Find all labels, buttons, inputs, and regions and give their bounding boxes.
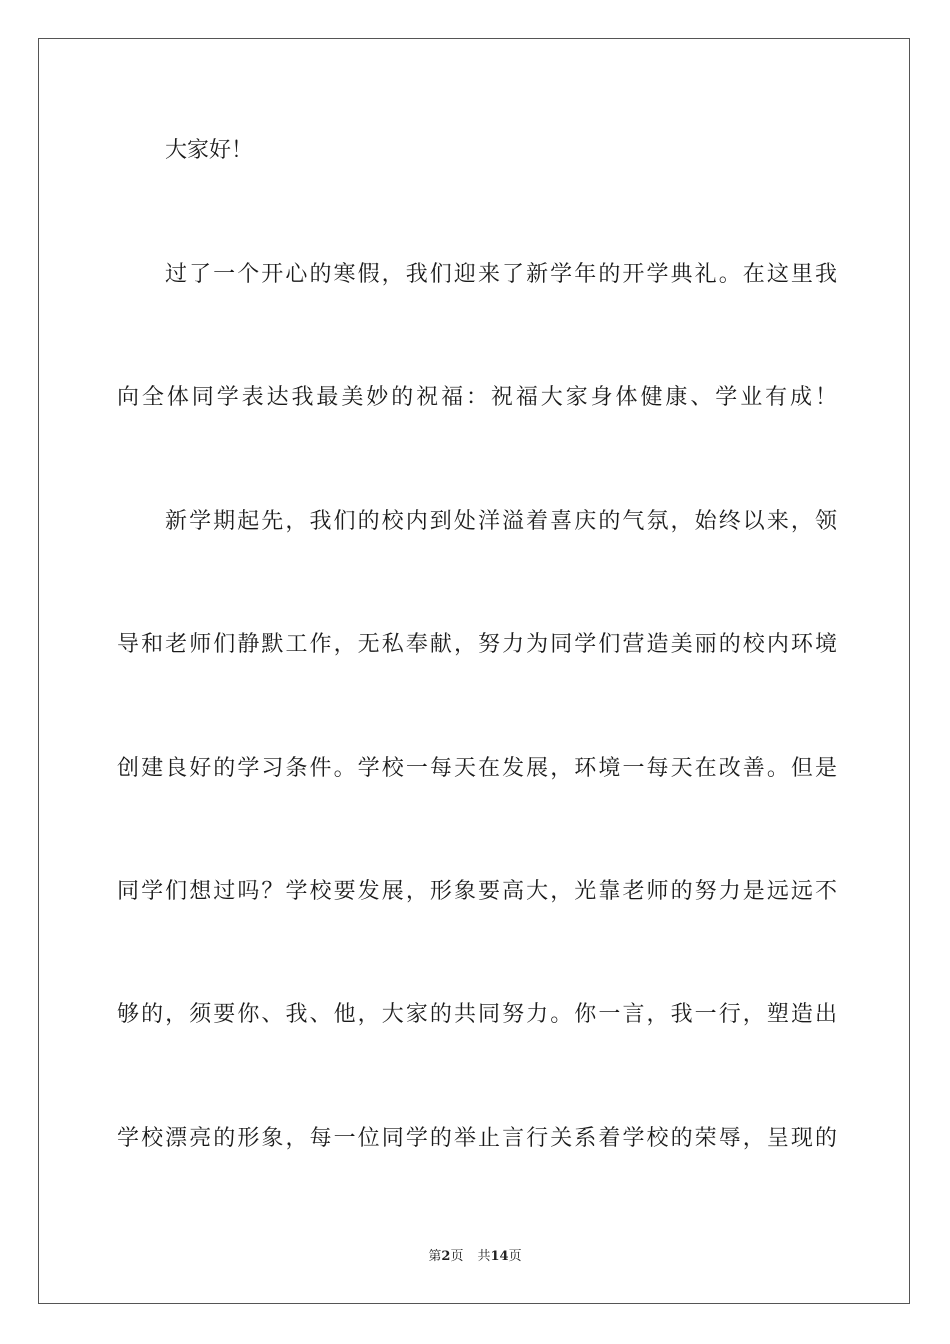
paragraph-2-line-3: 创建良好的学习条件。学校一每天在发展，环境一每天在改善。但是: [117, 756, 837, 781]
greeting-line: 大家好！: [165, 138, 254, 163]
page-footer: [0, 1248, 950, 1266]
paragraph-2-line-5: 够的，须要你、我、他，大家的共同努力。你一言，我一行，塑造出: [117, 1002, 837, 1027]
paragraph-2-line-2: 导和老师们静默工作，无私奉献，努力为同学们营造美丽的校内环境: [117, 632, 837, 657]
paragraph-2-line-1: 新学期起先，我们的校内到处洋溢着喜庆的气氛，始终以来，领: [165, 509, 837, 534]
page-prefix: 第: [428, 1249, 442, 1264]
page-number: 2: [441, 1249, 451, 1264]
paragraph-1-line-2: 向全体同学表达我最美妙的祝福：祝福大家身体健康、学业有成！: [117, 385, 837, 410]
paragraph-1-line-1: 过了一个开心的寒假，我们迎来了新学年的开学典礼。在这里我: [165, 262, 837, 287]
page-frame: [38, 38, 910, 1304]
page-suffix: 页: [450, 1249, 464, 1264]
paragraph-2-line-6: 学校漂亮的形象，每一位同学的举止言行关系着学校的荣辱，呈现的: [117, 1126, 837, 1151]
paragraph-2-line-4: 同学们想过吗？学校要发展，形象要高大，光靠老师的努力是远远不: [117, 879, 837, 904]
total-suffix: 页: [508, 1249, 522, 1264]
total-prefix: 共: [477, 1249, 491, 1264]
total-pages: 14: [490, 1249, 509, 1264]
